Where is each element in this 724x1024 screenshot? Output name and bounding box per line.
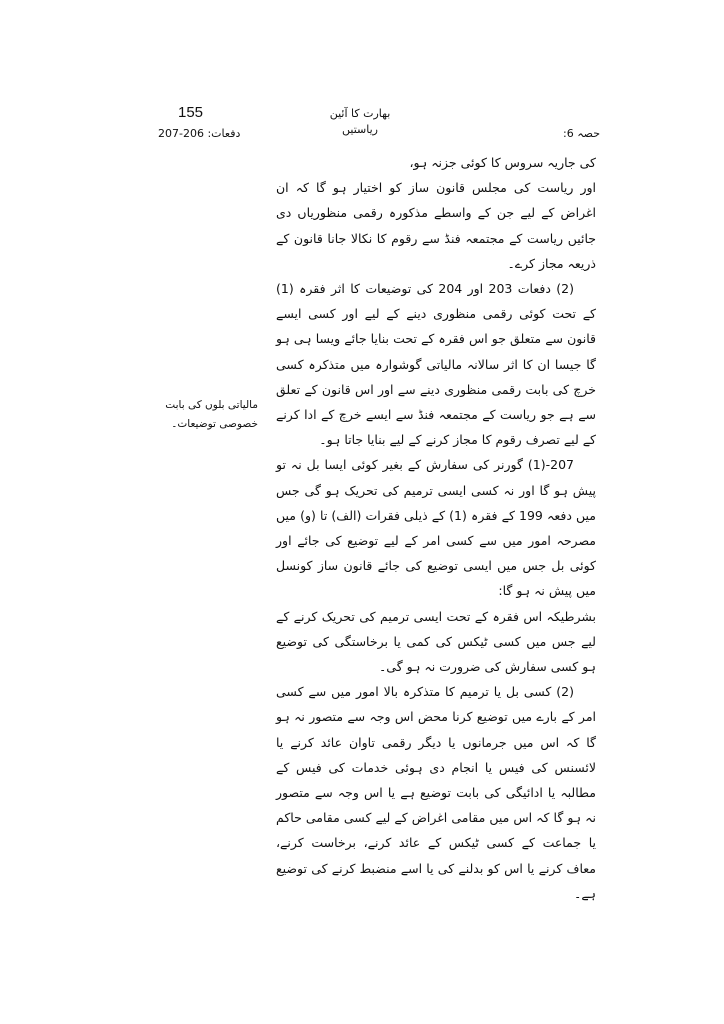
paragraph: 207-(1) گورنر کی سفارش کے بغیر کوئی ایسا بل نہ تو پیش ہو گا اور نہ کسی ایسی ترمیم کی تحریک ہو گی جس میں دفعہ 199 کے فقرہ (1) کے ذیلی فقرات (الف) تا (و) میں مصرحہ امور میں سے کسی امر کے لیے توضیع کی جائے اور کوئی بل جس میں ایسی توضیع کی جائے قانون ساز کونسل میں پیش نہ ہو گا: [276,457,597,599]
page-number: 155 [178,104,204,121]
part-label: حصہ 6: [563,127,600,140]
paragraph: اور ریاست کی مجلس قانون ساز کو اختیار ہو گا کہ ان اغراض کے لیے جن کے واسطے مذکورہ رقمی منظوریاں دی جائیں ریاست کے مجتمعہ فنڈ سے رقوم کا نکالا جانا قانون کے ذریعہ مجاز کرے۔ [276,180,596,271]
title-line-1: بھارت کا آئین [329,107,391,120]
margin-note: مالیاتی بلوں کی بابت خصوصی توضیعات۔ [165,399,258,430]
body-text [276,150,596,906]
running-title [300,106,420,138]
paragraph: (2) دفعات 203 اور 204 کی توضیعات کا اثر فقرہ (1) کے تحت کوئی رقمی منظوری دینے کے لیے اور کسی ایسے قانون سے متعلق جو اس فقرہ کے تحت بنایا جائے ویسا ہی ہو گا جیسا ان کا اثر سالانہ مالیاتی گوشوارہ میں متذکرہ کسی خرچ کی بابت رقمی منظوری دینے سے اور اس قانون کے تعلق سے ہے جو ریاست کے مجتمعہ فنڈ سے ایسے خرچ کے ادا کرنے کے لیے تصرف رقوم کا مجاز کرنے کے لیے بنایا جاتا ہو۔ [276,281,596,448]
sections-label: دفعات: 206-207 [158,127,241,140]
title-line-2: ریاستیں [342,123,378,136]
paragraph: بشرطیکہ اس فقرہ کے تحت ایسی ترمیم کی تحریک کرنے کے لیے جس میں کسی ٹیکس کی کمی یا برخاستگی کی توضیع ہو کسی سفارش کی ضرورت نہ ہو گی۔ [276,608,596,675]
paragraph: کی جاریہ سروس کا کوئی جزنہ ہو، [409,155,596,170]
paragraph: (2) کسی بل یا ترمیم کا متذکرہ بالا امور میں سے کسی امر کے بارے میں توضیع کرنا محض اس وجہ سے متصور نہ ہو گا کہ اس میں جرمانوں یا دیگر رقمی تاوان عائد کرنے یا لائسنس کی فیس یا انجام دی ہوئی خدمات کی فیس کے مطالبہ یا ادائیگی کی بابت توضیع ہے یا اس وجہ سے متصور نہ ہو گا کہ اس میں مقامی اغراض کے لیے کسی مقامی حاکم یا جماعت کے کسی ٹیکس کے عائد کرنے، برخاست کرنے، معاف کرنے یا اس کو بدلنے کی یا اسے منضبط کرنے کی توضیع ہے۔ [276,684,596,901]
